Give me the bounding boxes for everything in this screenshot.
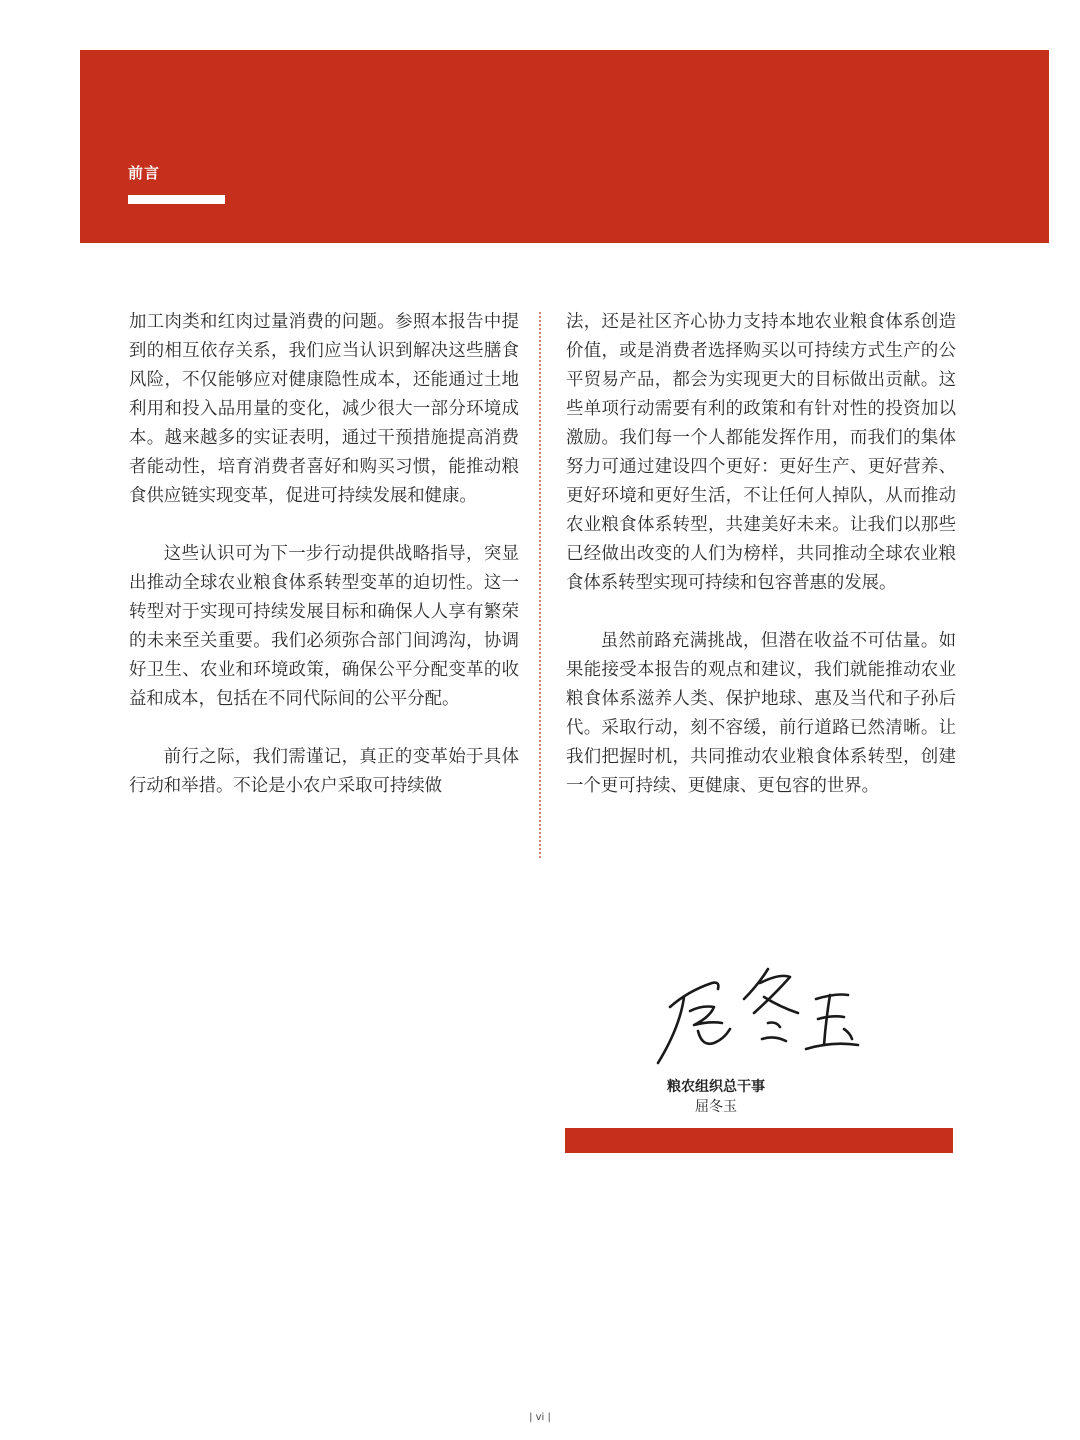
column-divider <box>539 312 541 858</box>
paragraph-continued: 加工肉类和红肉过量消费的问题。参照本报告中提到的相互依存关系，我们应当认识到解决这些膳食风险，不仅能够应对健康隐性成本，还能通过土地利用和投入品用量的变化，减少很大一部分环境成本。越来越多的实证表明，通过干预措施提高消费者能动性，培育消费者喜好和购买习惯，能推动粮食供应链实现变革，促进可持续发展和健康。 <box>129 312 519 506</box>
paragraph: 这些认识可为下一步行动提供战略指导，突显出推动全球农业粮食体系转型变革的迫切性。这一转型对于实现可持续发展目标和确保人人享有繁荣的未来至关重要。我们必须弥合部门间鸿沟，协调好卫生、农业和环境政策，确保公平分配变革的收益和成本，包括在不同代际间的公平分配。 <box>129 544 519 709</box>
signatory-title: 粮农组织总干事 <box>667 1079 765 1095</box>
right-column <box>566 308 956 801</box>
paragraph: 前行之际，我们需谨记，真正的变革始于具体行动和举措。不论是小农户采取可持续做 <box>129 747 519 796</box>
title-underline <box>128 195 225 204</box>
paragraph-continued: 法，还是社区齐心协力支持本地农业粮食体系创造价值，或是消费者选择购买以可持续方式生产的公平贸易产品，都会为实现更大的目标做出贡献。这些单项行动需要有利的政策和有针对性的投资加以激励。我们每一个人都能发挥作用，而我们的集体努力可通过建设四个更好：更好生产、更好营养、更好环境和更好生活，不让任何人掉队，从而推动农业粮食体系转型，共建美好未来。让我们以那些已经做出改变的人们为榜样，共同推动全球农业粮食体系转型实现可持续和包容普惠的发展。 <box>566 312 956 593</box>
handwritten-signature <box>640 955 870 1075</box>
section-title: 前言 <box>128 164 161 182</box>
left-column <box>129 308 519 801</box>
signature-bar <box>565 1128 953 1153</box>
paragraph: 虽然前路充满挑战，但潜在收益不可估量。如果能接受本报告的观点和建议，我们就能推动农业粮食体系滋养人类、保护地球、惠及当代和子孙后代。采取行动，刻不容缓，前行道路已然清晰。让我们把握时机，共同推动农业粮食体系转型，创建一个更可持续、更健康、更包容的世界。 <box>566 631 956 796</box>
page-number: | vi | <box>529 1412 551 1423</box>
header-band <box>80 50 1049 243</box>
signature-drawing <box>640 955 870 1075</box>
signatory-name: 屈冬玉 <box>695 1099 737 1115</box>
